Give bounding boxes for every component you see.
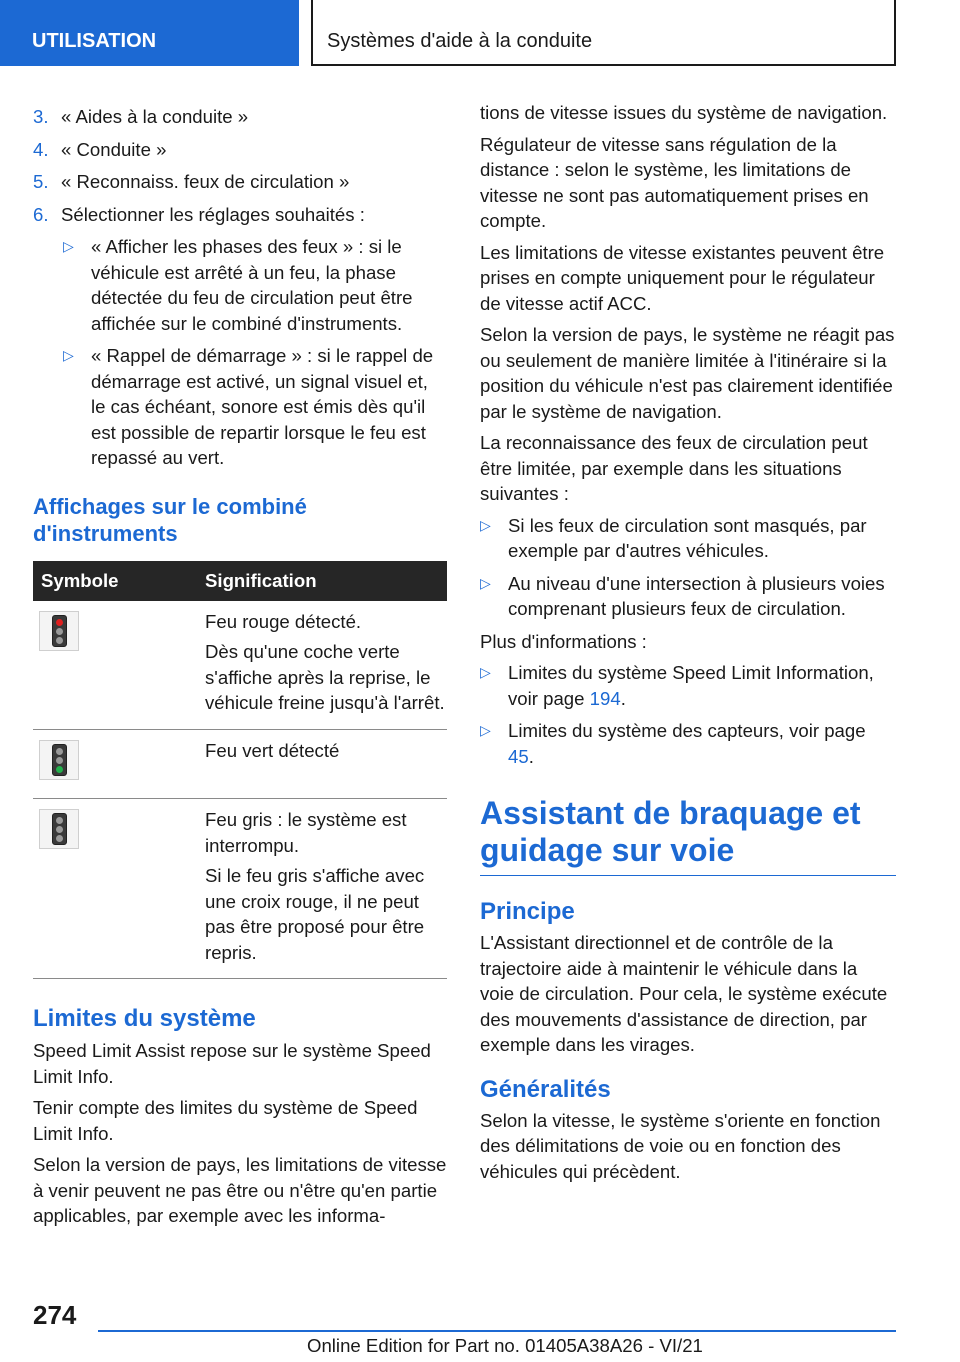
traffic-light-green-icon [39,740,79,780]
list-item: ▷ Au niveau d'une intersection à plusieurs voies comprenant plusieurs feux de circulation. [480,572,885,619]
triangle-bullet-icon: ▷ [63,347,74,363]
situations-list [480,513,896,622]
chapter-title: Systèmes d'aide à la conduite [311,0,896,66]
table-row: Feu gris : le système est interrompu. Si le feu gris s'affiche avec une croix rouge, il ne peut pas être proposé pour être repris. [33,799,447,979]
chapter-heading: Assistant de braquage et guidage sur voie [480,795,896,876]
table-row: Feu vert détecté [33,729,447,799]
step6-options [33,234,447,471]
page-number: 274 [33,1300,77,1330]
triangle-bullet-icon: ▷ [480,516,491,533]
page-link-194[interactable]: 194 [589,687,621,709]
table-row: Feu rouge détecté. Dès qu'une coche verte s'affiche après la reprise, le véhicule freine jusqu'à l'arrêt. [33,601,447,730]
step-item: 5. « Reconnaiss. feux de circulation » [33,171,350,192]
steps-list [33,104,447,227]
principe-heading: Principe [480,898,575,925]
list-item: ▷ Limites du système des capteurs, voir page 45. [480,720,866,767]
generalites-heading: Généralités [480,1075,611,1103]
list-item: ▷ Si les feux de circulation sont masqués, par exemple par d'autres véhicules. [480,514,867,561]
limits-heading: Limites du système [33,1005,256,1032]
step-item: 3. « Aides à la conduite » [33,106,249,127]
table-header-meaning: Signification [201,561,447,601]
display-heading: Affichages sur le combiné d'instruments [33,493,307,546]
right-column: tions de vitesse issues du système de navigation. Régulateur de vitesse sans régulation de la distance : selon le système, les limitations de vitesse ne sont pas automatiquement prises en compte. Les limitations de vitesse existantes peuvent être prises en compte uniquement pour le régulateur de vitesse actif ACC. Selon la version de pays, le système ne réagit pas ou seulement de manière limitée à l'itinéraire si la position du véhicule n'est pas clairement identifiée par le système de navigation. La reconnaissance des feux de circulation peut être limitée, par exemple dans les situations suivantes : ▷ Si les feux de circulation sont masqués, par exemple par d'autres véhicules. ▷ Au niveau d'une intersection à plusieurs voies comprenant plusieurs feux de circulation. Plus d'informations : ▷ Limites du système Speed Limit Information, voir page 194. ▷ Limites du système des capteurs, voir page 45. Assistant de braquage et guidage sur voie Principe L'Assistant directionnel et de contrôle de la trajectoire aide à maintenir le véhicule dans la voie de circulation. Pour cela, le système exécute des mouvements d'assistance de direction, par exemple dans les virages. Généralités Selon la vitesse, le système s'oriente en fonction des délimitations de voie ou en fonction des véhicules qui précèdent. [480,102,895,1182]
symbol-table [33,561,447,980]
footer-divider [98,1330,896,1332]
edition-info: Online Edition for Part no. 01405A38A26 - VI/21 [307,1335,703,1356]
section-tab: UTILISATION [0,0,299,66]
list-item: ▷ « Afficher les phases des feux » : si le véhicule est arrêté à un feu, la phase détectée du feu de circulation peut être affichée sur le combiné d'instruments. [63,236,413,334]
page-link-45[interactable]: 45 [508,745,529,767]
triangle-bullet-icon: ▷ [480,574,491,591]
step-item: 6. Sélectionner les réglages souhaités : [33,203,365,225]
left-column: 3. « Aides à la conduite » 4. « Conduite » 5. « Reconnaiss. feux de circulation » 6. Sélectionner les réglages souhaités : ▷ « Afficher les phases des feux » : si le véhicule est arrêté à un feu, la phase détectée du feu de circulation peut être affichée sur le combiné d'instruments. ▷ « Rappel de démarrage » : si le rappel de démarrage est activé, un signal visuel et, le cas échéant, sonore est émis dès qu'il est possible de repartir lorsque le feu est repassé au vert. Affichages sur le combiné d'instruments Symbole Signification Feu rouge détecté. Dès qu'une coche verte s'affiche après la reprise, le véhicule freine jusqu'à l'arrêt. Feu vert détecté Feu gris : le système est interrompu. Si le feu gris s'affiche avec une croix rouge, il ne peut pas être proposé pour être repris. Limites du système Speed Limit Assist repose sur le système Speed Limit Info. Tenir compte des limites du système de Speed Limit Info. Selon la version de pays, les limitations de vitesse à venir peuvent ne pas être ou n'être qu'en partie applicables, par exemple avec les informa- [33,106,447,1226]
step-item: 4. « Conduite » [33,138,167,160]
traffic-light-red-icon [39,611,79,651]
traffic-light-grey-icon [39,809,79,849]
triangle-bullet-icon: ▷ [63,238,74,254]
page-header [0,0,960,66]
list-item: ▷ Limites du système Speed Limit Information, voir page 194. [480,662,874,709]
triangle-bullet-icon: ▷ [480,664,491,680]
more-info-list [480,660,896,769]
triangle-bullet-icon: ▷ [480,722,491,738]
table-header-symbol: Symbole [33,561,201,601]
list-item: ▷ « Rappel de démarrage » : si le rappel de démarrage est activé, un signal visuel et, le cas échéant, sonore est émis dès qu'il est possible de repartir lorsque le feu est repassé au vert. [63,345,434,468]
